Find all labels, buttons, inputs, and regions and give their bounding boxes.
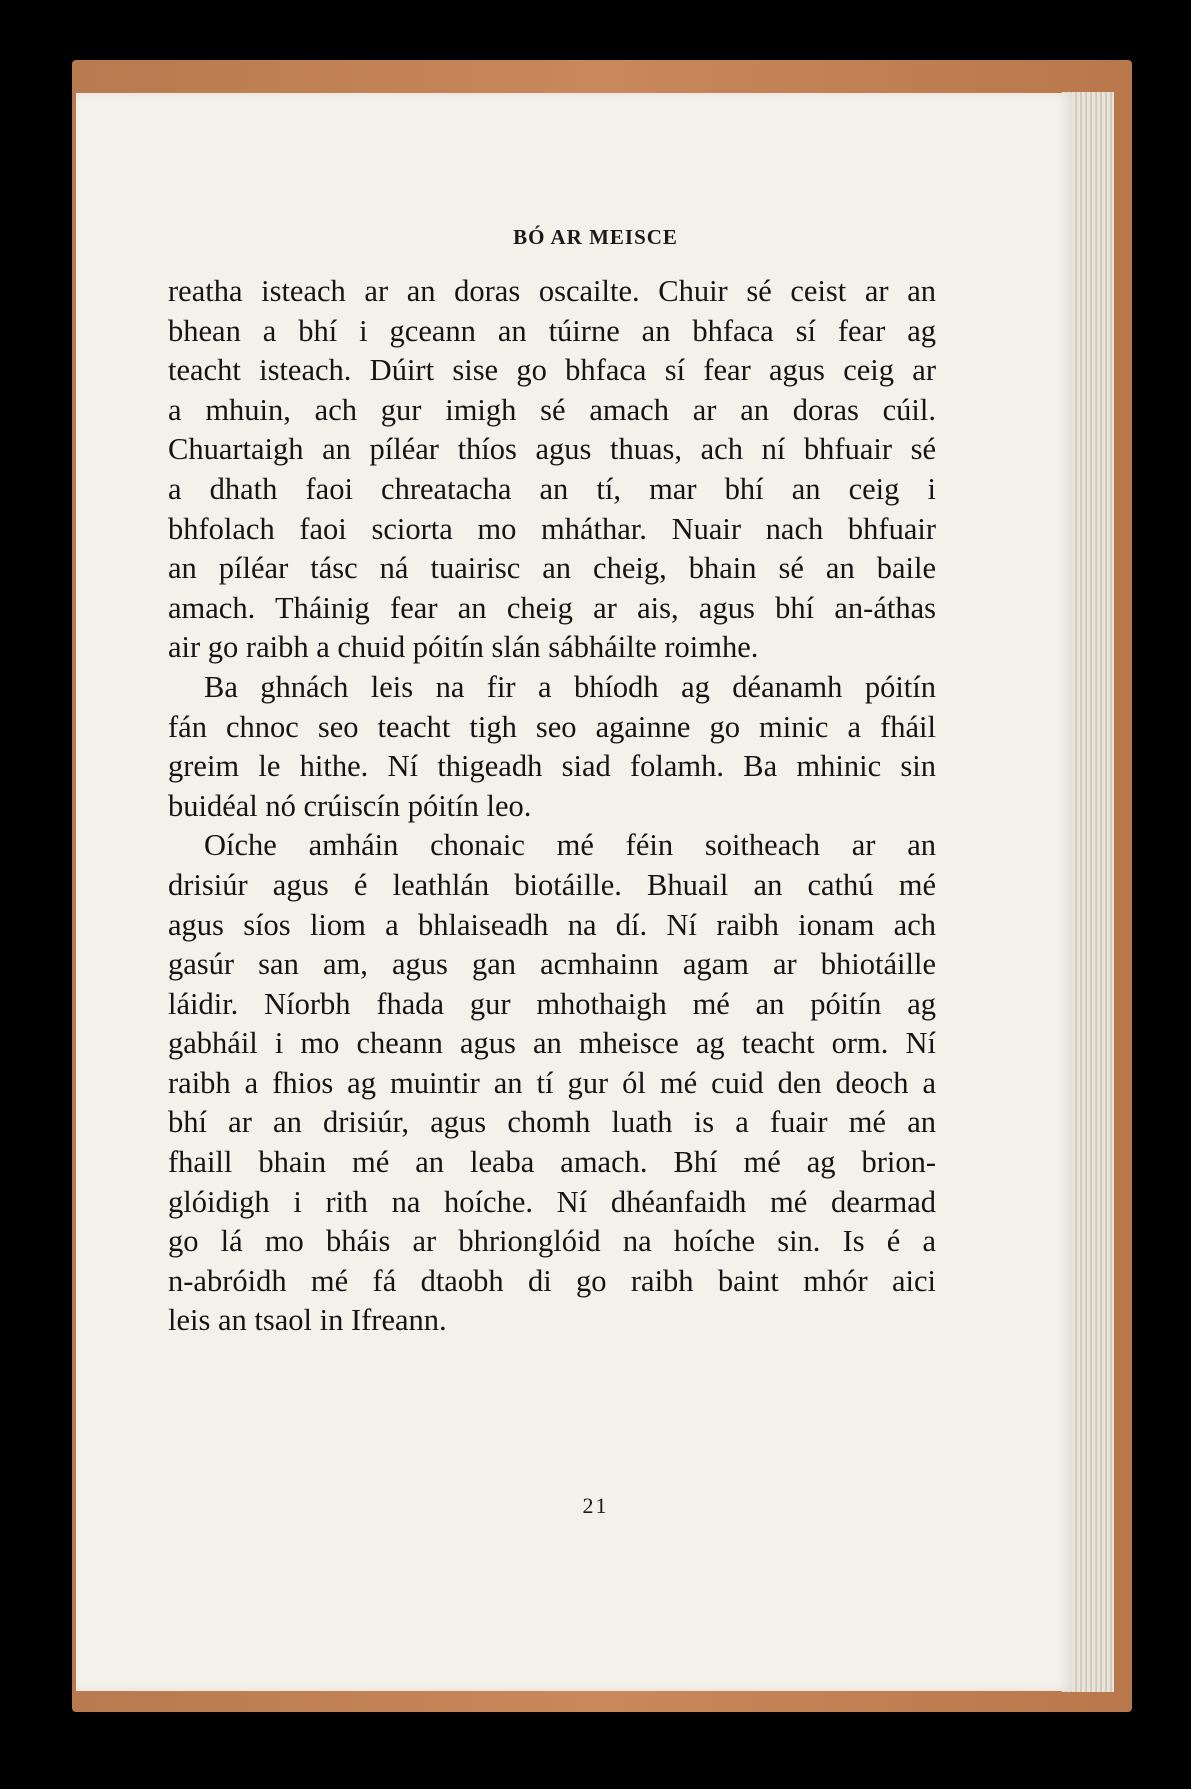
text-line: buidéal nó crúiscín póitín leo. <box>168 788 532 823</box>
body-text <box>168 272 936 1341</box>
text-line: bhí ar an drisiúr, agus chomh luath is a fuair mé an <box>168 1105 936 1140</box>
text-line: fhaill bhain mé an leaba amach. Bhí mé ag brion- <box>168 1145 936 1180</box>
text-line: gasúr san am, agus gan acmhainn agam ar bhiotáille <box>168 947 936 982</box>
text-line: amach. Tháinig fear an cheig ar ais, agus bhí an-áthas <box>168 590 936 625</box>
text-line: gabháil i mo cheann agus an mheisce ag teacht orm. Ní <box>168 1026 936 1061</box>
text-line: teacht isteach. Dúirt sise go bhfaca sí fear agus ceig ar <box>168 353 936 388</box>
text-line: láidir. Níorbh fhada gur mhothaigh mé an póitín ag <box>168 986 936 1021</box>
text-line: go lá mo bháis ar bhrionglóid na hoíche sin. Is é a <box>168 1224 936 1259</box>
text-line: a dhath faoi chreatacha an tí, mar bhí an ceig i <box>168 471 936 506</box>
page-number: 21 <box>582 1493 609 1518</box>
text-line: greim le hithe. Ní thigeadh siad folamh. Ba mhinic sin <box>168 749 936 784</box>
text-line: a mhuin, ach gur imigh sé amach ar an doras cúil. <box>168 392 936 427</box>
text-line: raibh a fhios ag muintir an tí gur ól mé cuid den deoch a <box>168 1065 936 1100</box>
text-line: reatha isteach ar an doras oscailte. Chuir sé ceist ar an <box>168 274 936 308</box>
text-line: an píléar tásc ná tuairisc an cheig, bhain sé an baile <box>168 551 936 586</box>
text-line: drisiúr agus é leathlán biotáille. Bhuail an cathú mé <box>168 867 936 902</box>
text-line: fán chnoc seo teacht tigh seo againne go minic a fháil <box>168 709 936 744</box>
running-head: BÓ AR MEISCE <box>513 225 678 249</box>
text-line: Chuartaigh an píléar thíos agus thuas, ach ní bhfuair sé <box>168 432 936 467</box>
text-line: leis an tsaol in Ifreann. <box>168 1303 447 1338</box>
text-line: n-abróidh mé fá dtaobh di go raibh baint mhór aici <box>168 1263 936 1298</box>
text-line: air go raibh a chuid póitín slán sábháilte roimhe. <box>168 630 759 665</box>
text-line: agus síos liom a bhlaiseadh na dí. Ní raibh ionam ach <box>168 907 936 942</box>
text-line: bhfolach faoi sciorta mo mháthar. Nuair nach bhfuair <box>168 511 936 546</box>
text-line: bhean a bhí i gceann an túirne an bhfaca sí fear ag <box>168 313 936 348</box>
text-line: glóidigh i rith na hoíche. Ní dhéanfaidh mé dearmad <box>168 1184 936 1219</box>
text-line: Oíche amháin chonaic mé féin soitheach ar an <box>204 828 936 863</box>
text-line: Ba ghnách leis na fir a bhíodh ag déanamh póitín <box>204 669 936 704</box>
